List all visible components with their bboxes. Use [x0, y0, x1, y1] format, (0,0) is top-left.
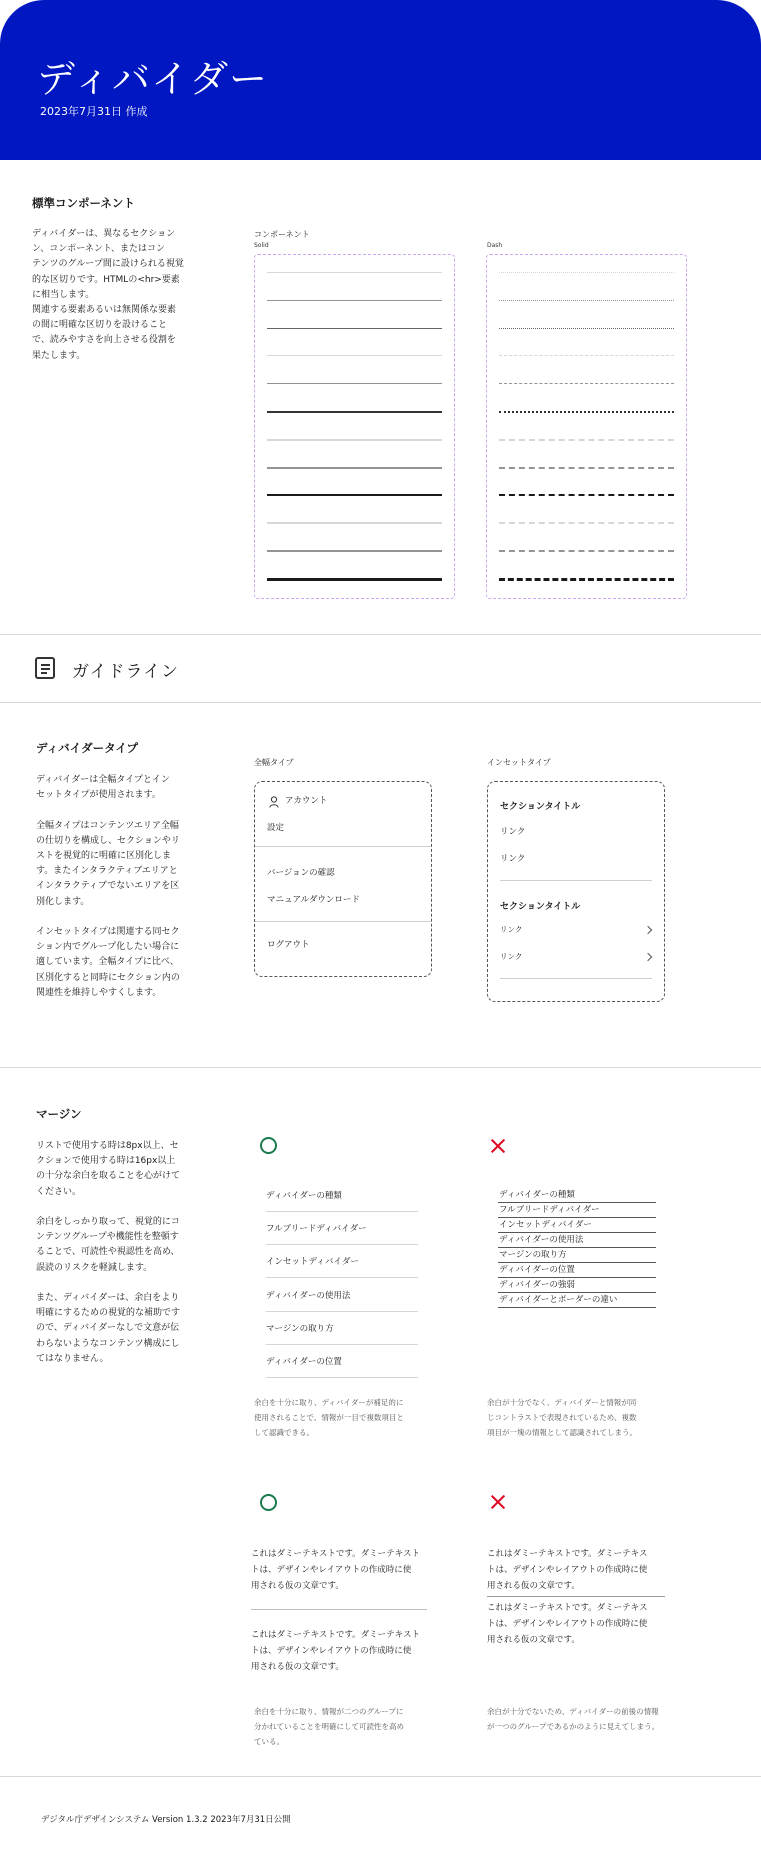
section-title: セクションタイトル — [500, 802, 581, 812]
component-label: コンポーネント — [254, 230, 310, 239]
cross-ng-icon — [490, 1138, 506, 1154]
list-item: ディバイダーの使用法 — [266, 1290, 351, 1301]
standard-heading: 標準コンポーネント — [32, 196, 135, 210]
solid-divider — [267, 439, 442, 441]
list-divider — [266, 1211, 418, 1212]
inset-type-menu — [487, 781, 665, 1002]
dash-divider — [499, 550, 674, 552]
solid-divider — [267, 578, 442, 581]
list-item: ディバイダーの位置 — [266, 1357, 342, 1367]
page-date: 2023年7月31日 作成 — [40, 105, 148, 118]
full-divider — [255, 846, 431, 847]
chevron-right-icon[interactable] — [644, 953, 652, 961]
inset-divider — [500, 978, 652, 979]
dash-divider — [499, 411, 674, 413]
menu-item-version[interactable]: バージョンの確認 — [267, 868, 335, 878]
list-item: インセットディバイダー — [498, 1218, 656, 1233]
inset-divider — [500, 880, 652, 881]
full-divider — [255, 921, 431, 922]
list-item: フルブリードディバイダー — [266, 1224, 367, 1235]
dash-divider — [499, 494, 674, 496]
dash-label: Dash — [487, 242, 503, 249]
dash-divider — [499, 328, 674, 329]
dash-divider — [499, 272, 674, 273]
dash-divider — [499, 522, 674, 524]
section-title: セクションタイトル — [500, 902, 581, 912]
dash-divider-samples — [486, 254, 687, 599]
standard-description: ディバイダーは、異なるセクション ン、コンポーネント、またはコン テンツのグループ間に設けられる視覚 的な区切りです。HTMLの<hr>要素 に相当します。 関連する要素あるいは無関係な要素 の間に明確な区切りを設けること で、読みやすさを向上させる役割を 果たします。 — [32, 229, 184, 361]
cross-ng-icon — [490, 1494, 506, 1510]
menu-item-logout[interactable]: ログアウト — [267, 940, 310, 950]
dash-divider — [499, 300, 674, 301]
dummy-text: これはダミーテキストです。ダミーテキスト トは、デザインやレイアウトの作成時に使 用される仮の文章です。 — [251, 1549, 420, 1591]
dummy-text: これはダミーテキストです。ダミーテキスト トは、デザインやレイアウトの作成時に使 用される仮の文章です。 — [251, 1630, 420, 1672]
circle-ok-icon — [260, 1137, 277, 1154]
full-type-menu — [254, 781, 432, 977]
inset-link[interactable]: リンク — [500, 925, 523, 934]
solid-divider — [267, 300, 442, 301]
full-type-label: 全幅タイプ — [254, 758, 294, 767]
list-item: ディバイダーの強弱 — [498, 1278, 656, 1293]
list-divider — [266, 1311, 418, 1312]
bad-caption: 余白が十分でなく、ディバイダーと情報が同 じコントラストで表現されているため、複数 項目が一塊の情報として認識されてしまう。 — [487, 1398, 637, 1437]
list-divider — [266, 1377, 418, 1378]
list-divider — [266, 1244, 418, 1245]
solid-divider — [267, 494, 442, 496]
solid-divider — [267, 467, 442, 469]
chevron-right-icon[interactable] — [644, 926, 652, 934]
page-title: ディバイダー — [37, 57, 268, 101]
menu-item-settings[interactable]: 設定 — [267, 823, 285, 833]
list-item: ディバイダーの種類 — [498, 1188, 656, 1203]
guideline-title: ガイドライン — [72, 662, 179, 682]
dummy-text: これはダミーテキストです。ダミーテキス トは、デザインやレイアウトの作成時に使 用される仮の文章です。 — [487, 1603, 648, 1645]
types-heading: ディバイダータイプ — [36, 741, 139, 755]
list-divider — [266, 1344, 418, 1345]
list-item: ディバイダーの位置 — [498, 1263, 656, 1278]
list-item: フルブリードディバイダー — [498, 1203, 656, 1218]
footer-text: デジタル庁デザインシステム Version 1.3.2 2023年7月31日公開 — [41, 1815, 291, 1825]
section-divider — [251, 1609, 427, 1610]
list-item: マージンの取り方 — [498, 1248, 656, 1263]
types-description: ディバイダーは全幅タイプとイン セットタイプが使用されます。 全幅タイプはコンテンツエリア全幅 の仕切りを構成し、セクションやリ ストを視覚的に明確に区別化しま す。またインタラクティブエリアと インタラクティブでないエリアを区 別化します。 インセットタイプは関連する同セク ション内でグループ化したい場合に 適しています。全幅タイプに比べ、 区別化すると同時にセクション内の 関連性を維持しやすくします。 — [36, 775, 180, 998]
section-rule — [0, 1067, 761, 1068]
solid-divider — [267, 522, 442, 524]
solid-label: Solid — [254, 242, 269, 249]
solid-divider — [267, 272, 442, 273]
dash-divider — [499, 578, 674, 581]
list-divider — [266, 1277, 418, 1278]
list-item: マージンの取り方 — [266, 1323, 334, 1334]
document-list-icon — [35, 657, 55, 679]
section-rule — [0, 634, 761, 635]
inset-link[interactable]: リンク — [500, 827, 526, 837]
list-item: ディバイダーの種類 — [266, 1191, 342, 1201]
dash-divider — [499, 355, 674, 356]
margin-description: リストで使用する時は8px以上、セ クションで使用する時は16px以上 の十分な余白を取ることを心がけて ください。 余白をしっかり取って、視覚的にコ ンテンツグループや機能性を整頓す ることで、可読性や視認性を高め、 誤読のリスクを軽減します。 また、ディバイダーは、余白をより 明確にするための視覚的な補助です ので、ディバイダーなしで文意が伝 わらないようなコンテンツ構成にし てはなりません。 — [36, 1141, 181, 1364]
list-item: インセットディバイダー — [266, 1257, 359, 1268]
list-item: ディバイダーの使用法 — [498, 1233, 656, 1248]
solid-divider — [267, 328, 442, 329]
page-header — [0, 0, 761, 160]
dummy-text: これはダミーテキストです。ダミーテキス トは、デザインやレイアウトの作成時に使 用される仮の文章です。 — [487, 1549, 648, 1591]
menu-item-manual[interactable]: マニュアルダウンロード — [267, 895, 360, 905]
solid-divider — [267, 355, 442, 356]
user-icon — [269, 793, 279, 805]
dash-divider — [499, 383, 674, 384]
margin-heading: マージン — [36, 1107, 82, 1121]
dash-divider — [499, 439, 674, 441]
solid-divider — [267, 411, 442, 413]
inset-link[interactable]: リンク — [500, 854, 526, 864]
section-rule — [0, 1776, 761, 1777]
dash-divider — [499, 467, 674, 469]
list-item: ディバイダーとボーダーの違い — [498, 1293, 656, 1308]
inset-link[interactable]: リンク — [500, 952, 523, 961]
good-caption: 余白を十分に取り、情報が二つのグループに 分かれていることを明確にして可読性を高め ている。 — [254, 1707, 404, 1746]
solid-divider — [267, 550, 442, 552]
circle-ok-icon — [260, 1494, 277, 1511]
inset-type-label: インセットタイプ — [487, 758, 551, 767]
good-caption: 余白を十分に取り、ディバイダーが補足的に 使用されることで、情報が一目で複数項目と して認識できる。 — [254, 1398, 404, 1437]
solid-divider-samples — [254, 254, 455, 599]
section-rule — [0, 702, 761, 703]
menu-item-account[interactable]: アカウント — [285, 796, 328, 806]
bad-caption: 余白が十分でないため、ディバイダーの前後の情報 が一つのグループであるかのように見えてしまう。 — [487, 1707, 660, 1731]
section-divider — [487, 1596, 665, 1597]
solid-divider — [267, 383, 442, 384]
